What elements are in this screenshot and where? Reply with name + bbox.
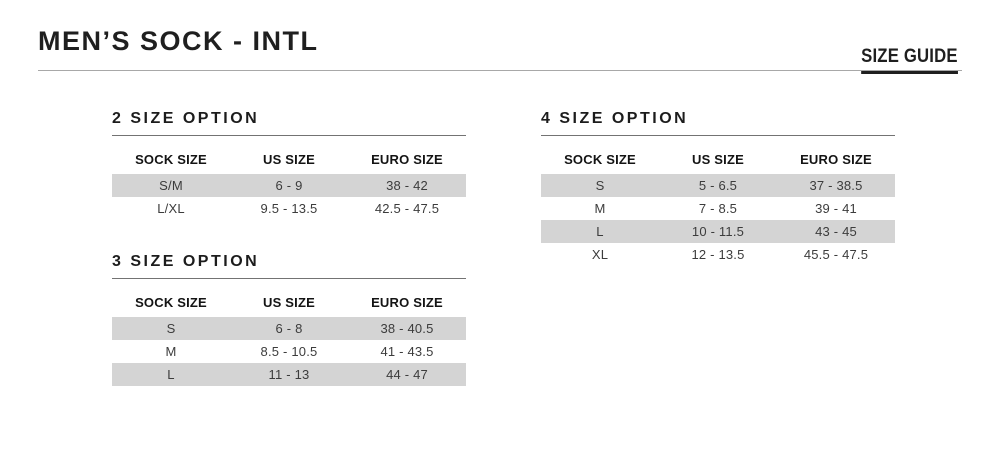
- us-size-cell: 9.5 - 13.5: [260, 201, 318, 216]
- us-size-cell: 7 - 8.5: [698, 201, 738, 216]
- sock-size-cell: M: [594, 201, 606, 216]
- column-header-us-size: US SIZE: [692, 152, 744, 167]
- us-size-cell: 12 - 13.5: [691, 247, 745, 262]
- sock-size-cell: L/XL: [157, 201, 185, 216]
- left-column: [112, 110, 466, 386]
- euro-size-cell: 42.5 - 47.5: [374, 201, 440, 216]
- tab-size-guide[interactable]: SIZE GUIDE: [861, 46, 958, 74]
- euro-size-cell: 37 - 38.5: [809, 178, 863, 193]
- sock-size-cell: S: [595, 178, 605, 193]
- euro-size-cell: 38 - 40.5: [380, 321, 434, 336]
- us-size-cell: 8.5 - 10.5: [260, 344, 318, 359]
- table-header-row: [112, 279, 466, 317]
- euro-size-cell: 41 - 43.5: [380, 344, 434, 359]
- sock-size-cell: S: [166, 321, 176, 336]
- section-3-size-option: [112, 253, 466, 386]
- sock-size-cell: S/M: [159, 178, 183, 193]
- euro-size-cell: 43 - 45: [815, 224, 857, 239]
- us-size-cell: 5 - 6.5: [698, 178, 738, 193]
- table-row: [112, 363, 466, 386]
- us-size-cell: 10 - 11.5: [691, 224, 745, 239]
- sock-size-cell: XL: [591, 247, 609, 262]
- table-row: [541, 243, 895, 266]
- sock-size-cell: L: [596, 224, 604, 239]
- euro-size-cell: 45.5 - 47.5: [803, 247, 869, 262]
- us-size-cell: 6 - 8: [275, 321, 303, 336]
- page-title: MEN’S SOCK - INTL: [38, 26, 319, 56]
- euro-size-cell: 44 - 47: [386, 367, 428, 382]
- table-row: [541, 174, 895, 197]
- size-table-3-option: [112, 279, 466, 386]
- table-row: [112, 340, 466, 363]
- table-row: [112, 197, 466, 220]
- table-row: [541, 197, 895, 220]
- column-header-euro-size: EURO SIZE: [371, 295, 443, 310]
- size-table-2-option: [112, 136, 466, 220]
- table-row: [541, 220, 895, 243]
- euro-size-cell: 38 - 42: [386, 178, 428, 193]
- section-2-size-option: [112, 110, 466, 220]
- table-row: [112, 174, 466, 197]
- sock-size-cell: L: [167, 367, 175, 382]
- column-header-sock-size: SOCK SIZE: [135, 295, 207, 310]
- us-size-cell: 6 - 9: [275, 178, 303, 193]
- column-header-us-size: US SIZE: [263, 152, 315, 167]
- column-header-sock-size: SOCK SIZE: [564, 152, 636, 167]
- euro-size-cell: 39 - 41: [815, 201, 857, 216]
- column-header-sock-size: SOCK SIZE: [135, 152, 207, 167]
- section-title: 2 SIZE OPTION: [112, 110, 466, 136]
- column-header-euro-size: EURO SIZE: [800, 152, 872, 167]
- table-header-row: [112, 136, 466, 174]
- table-header-row: [541, 136, 895, 174]
- size-table-4-option: [541, 136, 895, 266]
- table-row: [112, 317, 466, 340]
- column-header-us-size: US SIZE: [263, 295, 315, 310]
- sock-size-cell: M: [165, 344, 177, 359]
- column-header-euro-size: EURO SIZE: [371, 152, 443, 167]
- section-title: 4 SIZE OPTION: [541, 110, 895, 136]
- section-title: 3 SIZE OPTION: [112, 253, 466, 279]
- header-divider: [38, 70, 962, 71]
- section-4-size-option: [541, 110, 895, 266]
- us-size-cell: 11 - 13: [268, 367, 310, 382]
- right-column: [541, 110, 895, 266]
